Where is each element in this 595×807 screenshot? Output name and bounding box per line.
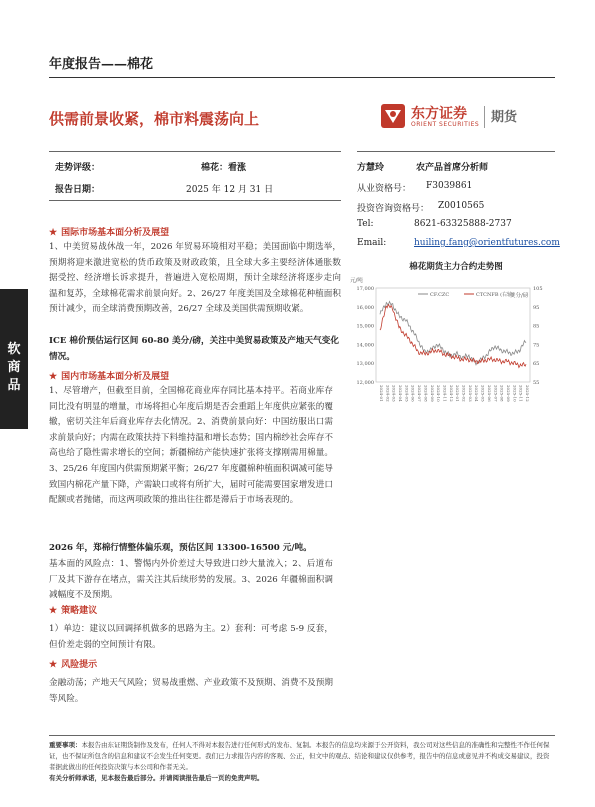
- price-chart: [348, 274, 555, 414]
- logo-divider: [484, 106, 485, 128]
- left-tick-label: 14,000: [356, 342, 374, 349]
- x-tick-label: 2024-12: [448, 385, 454, 402]
- x-tick-label: 2025-11: [518, 385, 524, 402]
- x-tick-label: 2024-10: [436, 385, 442, 402]
- x-tick-label: 2025-01: [455, 385, 461, 402]
- dom-risk: 基本面的风险点：1、警惕内外价差过大导致进口纱大量流入；2、后道布厂及其下游存在堵点，需关注其后续形势的发展。3、2026 年疆棉面积调减幅度不及预期。: [49, 559, 333, 601]
- left-tick-label: 12,000: [356, 380, 374, 386]
- tel-value: 8621-63325888-2737: [414, 219, 512, 229]
- meta-rule-top: [49, 151, 341, 152]
- dom-section-head: ★ 国内市场基本面分析及展望: [49, 372, 170, 382]
- x-tick-label: 2025-12: [525, 385, 530, 402]
- legend-label: CF.CZC: [430, 292, 450, 298]
- left-tick-label: 16,000: [356, 304, 374, 311]
- right-tick-label: 75: [533, 342, 540, 349]
- side-tab-char: 商: [7, 360, 21, 375]
- footer-rule: [49, 735, 555, 736]
- company-logo: [381, 104, 551, 130]
- footer-disclaimer: [49, 740, 555, 784]
- x-tick-label: 2025-03: [467, 385, 473, 402]
- consult-license-label: 投资咨询资格号：: [357, 204, 430, 214]
- license-value: F3039861: [426, 181, 473, 191]
- x-tick-label: 2024-04: [398, 385, 404, 402]
- intl-body: [49, 240, 341, 318]
- x-tick-label: 2024-11: [442, 385, 448, 402]
- series-line-ctcnfb: [380, 305, 526, 368]
- x-tick-label: 2024-08: [423, 385, 429, 402]
- header-rule: [49, 77, 555, 78]
- legend-label: CTCNFB (右轴): [476, 292, 514, 298]
- rating-label: 走势评级：: [55, 163, 101, 173]
- email-link[interactable]: huiling.fang@orientfutures.com: [414, 238, 560, 248]
- footer-text: 本报告由东证期货制作及发布，任何人不得对本报告进行任何形式的发布、复制。本报告的信息均来源于公开资料，我公司对这些信息的准确性和完整性不作任何保证，也不保证所包含的信息和建议不会发生任何变更。我们已力求报告内容的客观、公正，但文中的观点、结论和建议仅供参考，报告中的信息或意见并不构成交易建议，投资者据此做出的任何投资决策与本公司和作者无关。: [49, 741, 550, 771]
- consult-license-value: Z0010565: [438, 201, 485, 211]
- footer-label: 重要事项：: [49, 741, 82, 749]
- right-tick-label: 105: [533, 286, 543, 292]
- x-tick-label: 2025-04: [474, 385, 480, 402]
- intl-conclusion: ICE 棉价预估运行区间 60-80 美分/磅，关注中美贸易政策及产地天气变化情况。: [49, 336, 339, 362]
- email-label: Email:: [357, 238, 387, 248]
- risk-body: 金融动荡；产地天气风险；贸易战重燃、产业政策不及预期、消费不及预期等风险。: [49, 678, 333, 704]
- right-tick-label: 95: [533, 304, 540, 311]
- right-tick-label: 55: [533, 380, 540, 386]
- dom-body: [49, 384, 333, 509]
- x-tick-label: 2025-06: [486, 385, 492, 402]
- x-tick-label: 2025-08: [499, 385, 505, 402]
- x-tick-label: 2024-06: [410, 385, 416, 402]
- date-label: 报告日期：: [55, 185, 101, 195]
- plot-frame: [376, 288, 530, 382]
- logo-en: ORIENT SECURITIES: [411, 121, 480, 128]
- analyst-role: 农产品首席分析师: [416, 163, 489, 173]
- right-tick-label: 65: [533, 361, 540, 368]
- left-tick-label: 13,000: [356, 361, 374, 368]
- x-tick-label: 2024-07: [417, 385, 423, 402]
- x-tick-label: 2025-05: [480, 385, 486, 402]
- logo-mark-icon: [381, 104, 405, 128]
- analyst-rule: [357, 151, 555, 152]
- logo-futures: 期货: [491, 110, 518, 125]
- category-side-tab: [0, 289, 28, 429]
- x-tick-label: 2024-03: [391, 385, 397, 402]
- page-title: 供需前景收紧，棉市料震荡向上: [49, 110, 260, 128]
- x-tick-label: 2024-01: [379, 385, 384, 402]
- analyst-name: 方慧玲: [357, 163, 385, 173]
- dom-para: 1、尽管增产，但截至目前，全国棉花商业库存同比基本持平。若商业库存同比没有明显的增量，市场将担心年度后期是否会重蹈上年度供应紧张的覆辙，密切关注年后商业库存去化情况。2、消费前景向好：中国纺服出口需求前景向好；内需在政策扶持下料维持温和增长态势；国内棉纱社会库存不高也给了隐性需求增长的空间；新疆棉纺产能快速扩张将支撑刚需用棉量。3、25/26 年度国内供需预期紧平衡；26/27 年度疆棉种植面积调减可能导致国内棉花产量下降，产需缺口或将有所扩大，届时可能需要国家增发进口配额或者抛储，而这两项政策的推出往往都是滞后于市场表现的。: [49, 386, 333, 506]
- strategy-head: ★ 策略建议: [49, 606, 98, 616]
- side-tab-char: 品: [7, 378, 21, 393]
- logo-cn: 东方证券: [411, 106, 467, 122]
- meta-rule-bottom: [49, 200, 341, 201]
- star-icon: ★: [49, 228, 58, 238]
- left-tick-label: 17,000: [356, 286, 374, 292]
- right-axis-unit: 美分/磅: [510, 293, 529, 299]
- intl-para: 1、中美贸易战休战一年，2026 年贸易环境相对平稳；美国面临中期选举，预期将迎来激进宽松的货币政策及财政政策，且全球大多主要经济体通胀数据受控、经济增长诉求提升，普遍进入宽松周期，预计全球经济将逐步走向温和复苏，全球棉花需求前景向好。2、26/27 年度美国及全球棉花种植面积预计减少，而全球消费预期改善，26/27 全球及美国供需预期收紧。: [49, 242, 341, 315]
- left-axis-unit: 元/吨: [350, 278, 363, 284]
- rating-value: 棉花：看涨: [201, 163, 247, 173]
- intl-section-head: ★ 国际市场基本面分析及展望: [49, 228, 170, 238]
- star-icon: ★: [49, 606, 58, 616]
- risk-head: ★ 风险提示: [49, 660, 98, 670]
- left-tick-label: 15,000: [356, 323, 374, 330]
- x-tick-label: 2024-02: [385, 385, 391, 402]
- chart-title: 棉花期货主力合约走势图: [409, 262, 503, 272]
- right-tick-label: 85: [533, 323, 540, 330]
- report-type: 年度报告——棉花: [49, 57, 154, 72]
- x-tick-label: 2024-09: [429, 385, 435, 402]
- footer-note: 有关分析师承诺，见本报告最后部分。并请阅读报告最后一页的免责声明。: [49, 774, 264, 782]
- x-tick-label: 2025-09: [505, 385, 511, 402]
- x-tick-label: 2025-02: [461, 385, 467, 402]
- dom-conclusion: 2026 年，郑棉行情整体偏乐观，预估区间 13300-16500 元/吨。: [49, 543, 312, 553]
- license-label: 从业资格号：: [357, 184, 412, 194]
- tel-label: Tel:: [357, 219, 374, 229]
- side-tab-char: 软: [7, 342, 21, 357]
- x-tick-label: 2025-07: [493, 385, 499, 402]
- x-tick-label: 2025-10: [512, 385, 518, 402]
- strategy-body: 1）单边：建议以回调择机做多的思路为主。2）套利：可考虑 5-9 反套，但价差走弱的空间预计有限。: [49, 624, 333, 650]
- x-tick-label: 2024-05: [404, 385, 410, 402]
- star-icon: ★: [49, 372, 58, 382]
- star-icon: ★: [49, 660, 58, 670]
- date-value: 2025 年 12 月 31 日: [186, 185, 274, 195]
